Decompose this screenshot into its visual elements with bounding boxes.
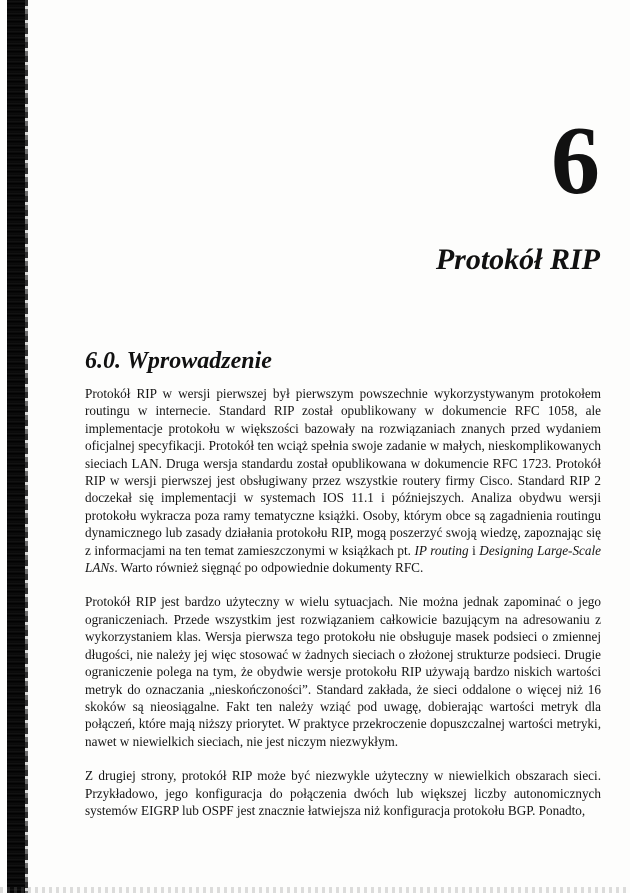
body-text [85,385,601,836]
paragraph-2: Protokół RIP jest bardzo użyteczny w wielu sytuacjach. Nie można jednak zapominać o jego ograniczeniach. Przede wszystkim jest rozwiązaniem całkowicie bazującym na adresowaniu z wykorzystaniem klas. Wersja pierwsza tego protokołu nie obsługuje masek podsieci o zmiennej długości, nie należy jej więc stosować w żadnych sieciach o złożonej strukturze podsieci. Drugie ograniczenie polega na tym, że obydwie wersje protokołu RIP używają bardzo niskich wartości metryk do oznaczania „nieskończoności”. Standard zakłada, że sieci oddalone o więcej niż 16 skoków są nieosiągalne. Fakt ten należy wziąć pod uwagę, dobierając wartości metryk dla połączeń, które mają niższy priorytet. W praktyce przekroczenie dopuszczalnej wartości metryki, nawet w niewielkich sieciach, nie jest niczym niezwykłym. [85,594,601,749]
chapter-number: 6 [551,107,600,215]
scan-binding-edge [7,0,25,893]
section-heading: 6.0. Wprowadzenie [85,348,272,374]
paragraph-1-end: . Warto również sięgnąć po odpowiednie dokumenty RFC. [114,560,424,576]
paragraph-1-conjunction: i [468,542,480,558]
paragraph-1-text: Protokół RIP w wersji pierwszej był pierwszym powszechnie wykorzystywanym protokołem routingu w internecie. Standard RIP został opublikowany w dokumencie RFC 1058, ale implementacje protokołu w większości bazowały na rozwiązaniach znanych przed wydaniem oficjalnej specyfikacji. Protokół ten wciąż spełnia swoje zadanie w małych, nieskomplikowanych sieciach LAN. Druga wersja standardu został opublikowana w dokumencie RFC 1723. Protokół RIP w wersji pierwszej jest obsługiwany przez wszystkie routery firmy Cisco. Standard RIP 2 doczekał się implementacji w systemach IOS 11.1 i późniejszych. Analiza obydwu wersji protokołu wykracza poza ramy tematyczne książki. Osoby, którym obce są zagadnienia routingu dynamicznego lub zasady działania protokołu RIP, mogą poszerzyć swoją wiedzę, zapoznając się z informacjami na ten temat zamieszczonymi w książkach pt. [85,386,601,558]
chapter-title: Protokół RIP [435,243,600,276]
paragraph-3: Z drugiej strony, protokół RIP może być niezwykle użyteczny w niewielkich obszarach sieci. Przykładowo, jego konfiguracja do połączenia dwóch lub większej liczby autonomicznych systemów EIGRP lub OSPF jest znacznie łatwiejsza niż konfiguracja protokołu BGP. Ponadto, [85,768,601,818]
paragraph-1 [85,385,601,576]
scan-bottom-artifact [0,887,630,893]
book-title-designing-large-scale-lans: Designing Large-Scale LANs [85,542,602,576]
book-title-ip-routing: IP routing [414,542,469,558]
